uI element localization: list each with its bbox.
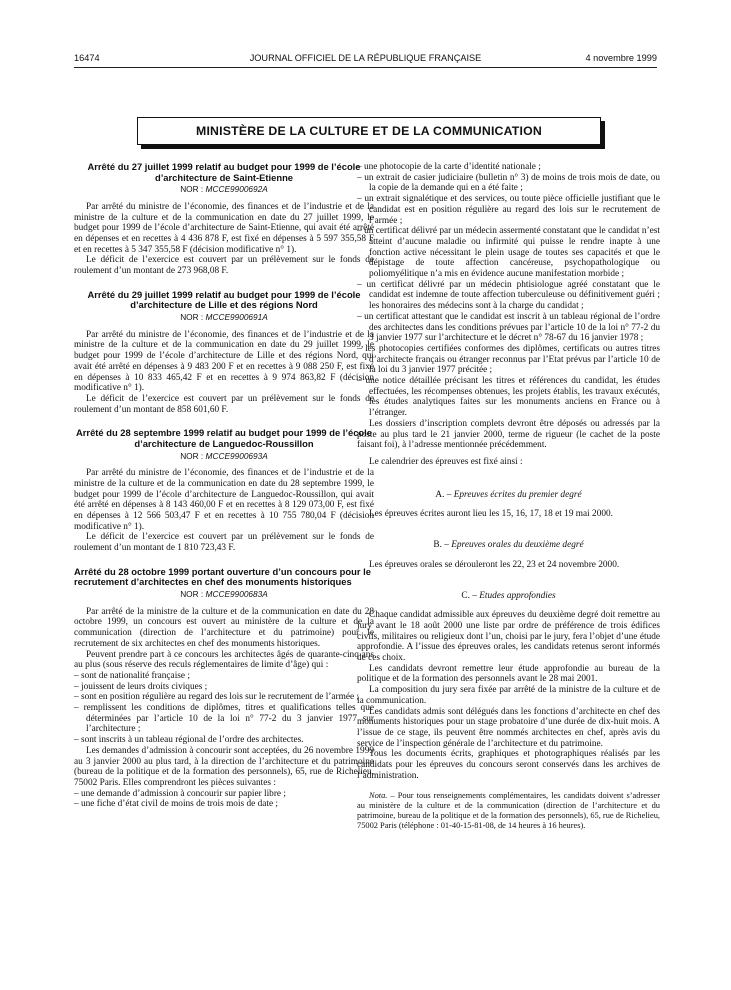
nor-reference: NOR : MCCE9900683A <box>180 589 268 600</box>
paragraph: Les candidats admis sont délégués dans les fonctions d’architecte en chef des monuments historiques pour un stage probatoire d’une durée de dix-huit mois. A l’issue de ce stage, ils peuvent être nommés architectes en chef, après avis du service de l’inspection générale de l’architecture et du patrimoine. <box>357 706 660 749</box>
right-column <box>357 162 660 830</box>
paragraph: Les épreuves écrites auront lieu les 15, 16, 17, 18 et 19 mai 2000. <box>369 509 613 520</box>
list-item: – remplissent les conditions de diplômes, titres et qualifications telles que déterminées par l’article 10 de la loi n° 77-2 du 3 janvier 1977 sur l’architecture ; <box>74 703 374 735</box>
paragraph: Tous les documents écrits, graphiques et photographiques réalisés par les candidats pour les épreuves du concours seront conservés dans les archives de l’administration. <box>357 749 660 781</box>
publication-date: 4 novembre 1999 <box>585 53 657 63</box>
header-rule <box>74 67 657 68</box>
decree-title: Arrêté du 29 juillet 1999 relatif au budget pour 1999 de l’école d’architecture de Lille et des régions Nord <box>87 288 361 311</box>
section-heading-c: C. – Etudes approfondies <box>461 590 556 601</box>
left-column <box>74 162 374 810</box>
ministry-banner <box>137 117 601 145</box>
paragraph: Par arrêté du ministre de l’économie, des finances et de l’industrie et de la ministre de la culture et de la communication en date du 29 juillet 1999, le budget pour 1999 de l’école d’architecture de Lille et des régions Nord, qui avait été arrêté en dépenses à 9 483 200 F et en recettes à 9 088 250 F, est fixé en dépenses à 10 833 465,42 F et en recettes à 9 974 863,82 F (décision modificative n° 1). <box>74 329 374 394</box>
paragraph: Les épreuves orales se dérouleront les 22, 23 et 24 novembre 2000. <box>369 559 620 570</box>
paragraph: Les dossiers d’inscription complets devront être déposés ou adressés par la poste au plus tard le 21 janvier 2000, terme de rigueur (le cachet de la poste faisant foi), à l’adresse mentionnée précédemment. <box>357 418 660 451</box>
list-item: – une demande d’admission à concourir sur papier libre ; <box>74 789 374 800</box>
list-item: – un certificat délivré par un médecin assermenté constatant que le candidat n’est atteint d’aucune maladie ou infirmité qui puisse le rendre inapte à une fonction active nécessitant le plein usage de toutes ses capacités et que le dépistage de toute affection cancéreuse, psychopathologique ou poliomyélitique n’a mis en évidence aucune manifestation morbide ; <box>357 226 660 280</box>
list-item: – un certificat délivré par un médecin phtisiologue agréé constatant que le candidat est indemne de toute affection tuberculeuse ou définitivement guéri ; les honoraires des médecins sont à la charge du candidat ; <box>357 280 660 312</box>
paragraph: Le déficit de l’exercice est couvert par un prélèvement sur le fonds de roulement d’un montant de 273 968,08 F. <box>74 255 374 277</box>
paragraph: Le déficit de l’exercice est couvert par un prélèvement sur le fonds de roulement d’un montant de 1 810 723,43 F. <box>74 532 374 554</box>
list-item: – une fiche d’état civil de moins de trois mois de date ; <box>74 799 374 810</box>
paragraph: Les demandes d’admission à concourir sont acceptées, du 26 novembre 1999 au 3 janvier 2000 au plus tard, à la direction de l’architecture et du patrimoine (bureau de la politique et de la formation des personnels), 65, rue de Richelieu, 75002 Paris. Elles comprendront les pièces suivantes : <box>74 745 374 788</box>
paragraph: Par arrêté de la ministre de la culture et de la communication en date du 28 octobre 1999, un concours est ouvert au ministère de la culture et de la communication (direction de l’architecture et du patrimoine) pour le recrutement de six architectes en chef des monuments historiques. <box>74 606 374 649</box>
decree-title: Arrêté du 28 septembre 1999 relatif au budget pour 1999 de l’école d’architecture de Languedoc-Roussillon <box>76 427 372 449</box>
conditions-list <box>74 671 374 746</box>
decree-lille <box>74 290 374 416</box>
list-item: – un extrait de casier judiciaire (bulletin n° 3) de moins de trois mois de date, ou la copie de la demande qui en a été faite ; <box>357 173 660 194</box>
list-item: – les photocopies certifiées conformes des diplômes, certificats ou autres titres d’architecte français ou étranger reconnus par l’Etat prévus par l’article 10 de la loi du 3 janvier 1977 précitée ; <box>357 344 660 376</box>
list-item: – un certificat attestant que le candidat est inscrit à un tableau régional de l’ordre des architectes dans les conditions prévues par l’article 10 de la loi n° 77-2 du 3 janvier 1977 sur l’architecture et le décret n° 78-67 du 16 janvier 1978 ; <box>357 312 660 344</box>
nor-reference: NOR : MCCE9900691A <box>180 312 268 322</box>
decree-title: Arrêté du 28 octobre 1999 portant ouverture d’un concours pour le recrutement d’architectes en chef des monuments historiques <box>74 565 371 588</box>
nota-note: Nota. – Pour tous renseignements complémentaires, les candidats doivent s’adresser au ministère de la culture et de la communication (direction de l’architecture et du patrimoine, bureau de la politique et de la formation des personnels), 65, rue de Richelieu, 75002 Paris (téléphone : 01-40-15-81-08, de 14 heures à 16 heures). <box>357 791 660 830</box>
nor-reference: NOR : MCCE9900693A <box>180 450 268 461</box>
paragraph: Les candidats devront remettre leur étude approfondie au bureau de la politique et de la formation des personnels avant le 28 mai 2001. <box>357 663 660 685</box>
pieces-list <box>74 789 374 810</box>
decree-concours <box>74 567 374 810</box>
list-item: – un extrait signalétique et des services, ou toute pièce officielle justifiant que le candidat est en position régulière au regard des lois sur le recrutement de l’armée ; <box>357 194 660 226</box>
list-item: – sont de nationalité française ; <box>74 671 374 682</box>
decree-title: Arrêté du 27 juillet 1999 relatif au budget pour 1999 de l’école d’architecture de Saint-Etienne <box>87 161 361 183</box>
journal-title: JOURNAL OFFICIEL DE LA RÉPUBLIQUE FRANÇAISE <box>249 53 482 63</box>
list-item: – jouissent de leurs droits civiques ; <box>74 682 374 693</box>
list-item: – sont en position régulière au regard des lois sur le recrutement de l’armée ; <box>74 692 374 703</box>
decree-languedoc <box>74 428 374 554</box>
ministry-title: MINISTÈRE DE LA CULTURE ET DE LA COMMUNICATION <box>196 124 542 138</box>
paragraph: Peuvent prendre part à ce concours les architectes âgés de quarante-cinq ans au plus (sous réserve des reculs réglementaires de limite d’âge) qui : <box>74 649 374 671</box>
list-item: – sont inscrits à un tableau régional de l’ordre des architectes. <box>74 735 374 746</box>
section-heading-b: B. – Epreuves orales du deuxième degré <box>433 540 584 551</box>
page-header <box>74 53 657 67</box>
paragraph: La composition du jury sera fixée par arrêté de la ministre de la culture et de la communication. <box>357 685 660 706</box>
paragraph: Chaque candidat admissible aux épreuves du deuxième degré doit remettre au jury avant le 18 août 2000 une liste par ordre de préférence de trois édifices civils, militaires ou religieux dont l’un, choisi par le jury, fera l’objet d’une étude approfondie. A l’issue des épreuves orales, les candidats retenus seront informés de ces choix. <box>357 610 660 664</box>
paragraph: Par arrêté du ministre de l’économie, des finances et de l’industrie et de la ministre de la culture et de la communication en date du 28 septembre 1999, le budget pour 1999 de l’école d’architecture de Languedoc-Roussillon, qui avait été arrêté en dépenses à 8 143 460,00 F et en recettes à 8 129 073,00 F, est fixé en dépenses à 12 566 503,47 F et en recettes à 10 755 780,04 F (décision modificative n° 1). <box>74 468 374 532</box>
list-item: – une notice détaillée précisant les titres et références du candidat, les études effectuées, les récompenses obtenues, les projets établis, les travaux exécutés, les études analytiques faites sur les monuments anciens en France ou à l’étranger. <box>357 376 660 419</box>
page-number: 16474 <box>74 53 100 63</box>
decree-saint-etienne <box>74 162 374 277</box>
paragraph: Le déficit de l’exercice est couvert par un prélèvement sur le fonds de roulement d’un montant de 858 601,60 F. <box>74 393 374 415</box>
list-item: – une photocopie de la carte d’identité nationale ; <box>357 162 660 173</box>
nor-reference: NOR : MCCE9900692A <box>180 184 268 195</box>
paragraph: Le calendrier des épreuves est fixé ainsi : <box>369 456 523 467</box>
pieces-list-continued <box>357 162 660 419</box>
paragraph: Par arrêté du ministre de l’économie, des finances et de l’industrie et de la ministre de la culture et de la communication en date du 27 juillet 1999, le budget pour 1999 de l’école d’architecture de Saint-Etienne, qui avait été arrêté en dépenses et en recettes à 4 436 878 F, est fixé en dépenses à 5 597 355,58 F et en recettes à 5 347 355,58 F (décision modificative n° 1). <box>74 201 374 255</box>
section-heading-a: A. – Epreuves écrites du premier degré <box>435 489 582 500</box>
